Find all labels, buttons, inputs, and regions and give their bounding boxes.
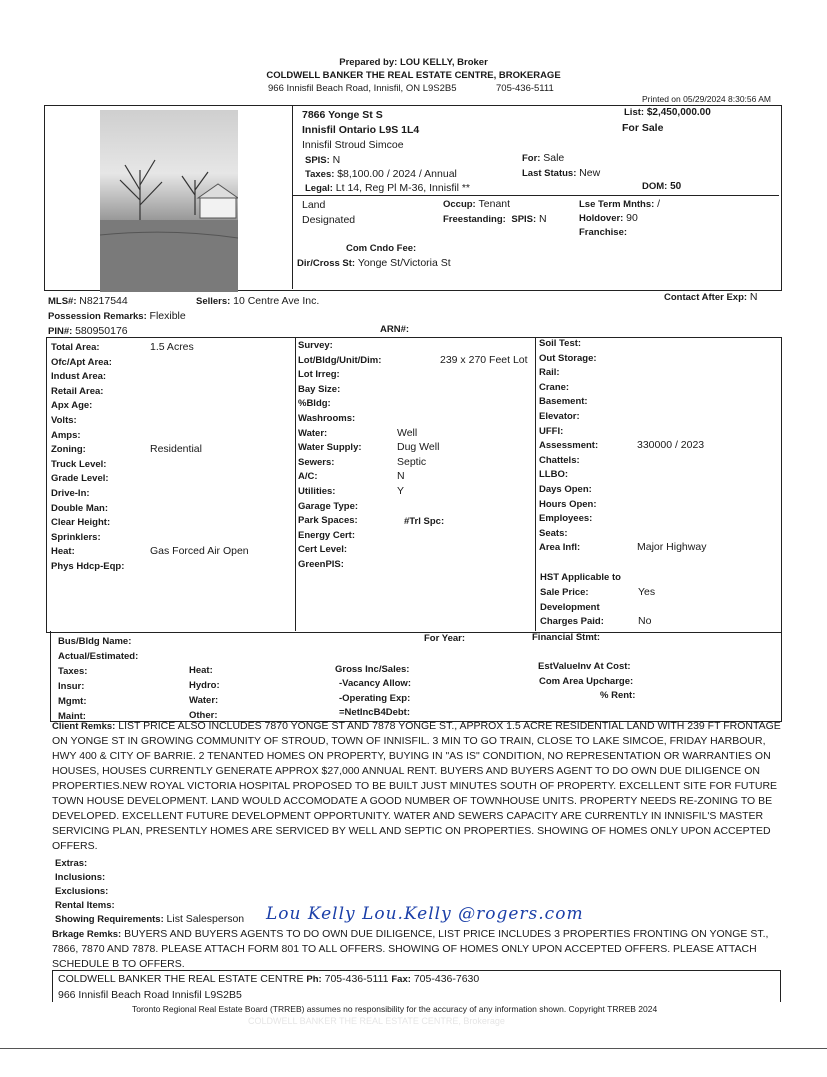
fin-hydro-label: Hydro: [189,680,220,691]
dom-value: 50 [670,181,682,192]
arn-label: ARN#: [380,324,410,335]
col3-label-13: Seats: [539,527,568,539]
col2-label-10: Utilities: [298,486,336,497]
bus-bldg-name-label: Bus/Bldg Name: [58,636,132,647]
sellers-label: Sellers: [196,296,231,307]
footer-ph-label: Ph: [306,974,322,985]
operating-exp-label: -Operating Exp: [339,693,411,704]
fin-insur-label: Insur: [58,681,85,692]
printed-on: Printed on 05/29/2024 8:30:56 AM [642,94,772,104]
brkage-remarks-label: Brkage Remks: [52,929,122,940]
client-remarks-label: Client Remks: [52,721,116,732]
occup-value: Tenant [478,198,511,210]
exclusions-label: Exclusions: [55,886,109,897]
spis-label: SPIS: [305,155,330,166]
possession-value: Flexible [149,310,186,322]
est-value-label: EstValueInv At Cost: [538,661,631,672]
col1-label-9: Grade Level: [51,473,109,485]
property-type: Land [302,199,326,211]
legal-label: Legal: [305,183,333,194]
for-label: For: [522,153,541,164]
col1-label-0: Total Area: [51,342,100,353]
financial-stmt-label: Financial Stmt: [532,632,601,643]
mls-label: MLS#: [48,296,77,307]
col1-label-6: Amps: [51,429,81,441]
rent-label: % Rent: [600,690,636,701]
taxes-label: Taxes: [305,169,335,180]
col1-label-11: Double Man: [51,502,108,514]
col3-label-4: Basement: [539,396,588,408]
legal-value: Lt 14, Reg Pl M-36, Innisfil ** [335,182,470,194]
col2-label-5: Washrooms: [298,413,356,424]
col2-label-14: Cert Level: [298,544,348,556]
footer-fax-label: Fax: [391,974,411,985]
col2-label-6: Water: [298,427,328,439]
col1-label-13: Sprinklers: [51,531,101,543]
vacancy-label: -Vacancy Allow: [339,678,411,689]
list-price-label: List: [624,107,645,118]
footer-disclaimer: Toronto Regional Real Estate Board (TRREB) assumes no responsibility for the accuracy of any information shown. Copyright TRREB 2024 [132,1004,658,1014]
inclusions-label: Inclusions: [55,872,106,883]
holdover-value: 90 [626,212,638,224]
last-status-label: Last Status: [522,168,577,179]
fin-mgmt-label: Mgmt: [58,696,87,707]
taxes-value: $8,100.00 / 2024 / Annual [337,168,457,180]
col3-label-3: Crane: [539,381,570,393]
col1-label-14: Heat: [51,546,75,558]
col1-label-8: Truck Level: [51,458,107,470]
col1-value-0: 1.5 Acres [150,341,194,353]
col1-value-14: Gas Forced Air Open [150,545,249,558]
col2-label-7: Water Supply: [298,442,362,454]
col2-label-15: GreenPIS: [298,559,344,570]
dircross-label: Dir/Cross St: [297,258,356,269]
col3-label-14: Area Infl: [539,542,581,554]
details-grid [46,337,782,633]
for-value: Sale [543,152,565,164]
col3-label-8: Chattels: [539,454,580,466]
pin-value: 580950176 [75,325,128,337]
col2-value-7: Dug Well [397,441,440,454]
property-subtype: Designated [302,214,356,226]
client-remarks-text: LIST PRICE ALSO INCLUDES 7870 YONGE ST AND 7878 YONGE ST., APPROX 1.5 ACRE RESIDENTIAL LAND WITH 239 FT FRONTAGE ON YONGE ST IN GROWING COMMUNITY OF STROUD, TOWN OF INNISFIL. 3 MIN TO GO TRAIN, CLOSE TO LAKE SIMCOE, FRIDAY HARBOUR, HWY 400 & CITY OF BARRIE. 2 TENANTED HOMES ON PROPERTY, BUYING IN "AS IS" CONDITION, NO REPRESENTATION OR WARRANTIES ON HOUSES, HOUSES CURRENTLY GENERATE APPROX $27,000 ANNUAL RENT. BUYERS AND BUYERS AGENT TO DO OWN DUE DILIGENCE ON PROPERTIES.NEW ROYAL VICTORIA HOSPITAL PROPOSED TO BE BUILT JUST MINUTES SOUTH OF PROPERTY. EXCELLENT SITE FOR FUTURE TOWN HOUSE DEVELOPMENT. LAND WOULD ACCOMODATE A GOOD NUMBER OF TOWNHOUSE UNITS. PROPERTY NEEDS RE-ZONING TO BE DEVELOPED. EXCELLENT FUTURE DEVELOPMENT OPPORTUNITY. WATER AND SEWERS CAPACITY ARE CURRENTLY IN INNISFIL'S MASTER SERVICING PLAN, PRESENTLY HOMES ARE SERVICED BY WELL AND SEPTIC ON PROPERTIES. SHOWING OF HOMES ONLY UPON ACCEPTED OFFERS. [52,720,781,852]
franchise-label: Franchise: [579,227,628,238]
col2-label-0: Survey: [298,340,333,351]
hst-sale-price-label: Sale Price: [540,587,589,598]
spis2-label: SPIS: [511,214,537,225]
col3-value-7: 330000 / 2023 [637,439,705,452]
footer-watermark: COLDWELL BANKER THE REAL ESTATE CENTRE, Brokerage [248,1016,505,1026]
lease-term-value: / [657,198,661,210]
footer-address: 966 Innisfil Beach Road Innisfil L9S2B5 [58,989,242,1001]
fin-water-label: Water: [189,695,219,706]
col2-label-8: Sewers: [298,456,335,468]
hst-development-label: Development [540,602,600,613]
fin-taxes-label: Taxes: [58,666,88,677]
hst-charges-paid-label: Charges Paid: [540,616,604,627]
col3-label-12: Employees: [539,513,593,525]
col2-label-13: Energy Cert: [298,529,356,541]
dom-label: DOM: [642,181,668,192]
extras-label: Extras: [55,858,88,869]
net-income-label: =NetIncB4Debt: [339,707,410,718]
col2-value-10: Y [397,485,405,497]
col2-value-9: N [397,470,405,483]
col2-value-1: 239 x 270 Feet Lot [440,353,528,366]
dircross-value: Yonge St/Victoria St [357,257,451,269]
hst-charges-paid-value: No [638,615,652,627]
rental-items-label: Rental Items: [55,900,115,911]
fin-maint-label: Maint: [58,711,86,722]
spis-value: N [332,154,341,166]
hst-sale-price-value: Yes [638,586,656,598]
col2-label-11: Garage Type: [298,500,359,512]
col1-label-10: Drive-In: [51,488,90,499]
contact-after-exp-label: Contact After Exp: [664,292,748,303]
col3-label-2: Rail: [539,367,560,379]
col3-label-5: Elevator: [539,411,580,422]
list-price-value: $2,450,000.00 [646,107,711,118]
brkage-remarks-text: BUYERS AND BUYERS AGENTS TO DO OWN DUE DILIGENCE, LIST PRICE INCLUDES 3 PROPERTIES FRONTING ON YONGE ST., 7866, 7870 AND 7878. PLEASE ATTACH FORM 801 TO ALL OFFERS. SHOWING OF HOMES ONLY UPON ACCEPTED OFFERS. PLEASE ATTACH SCHEDULE B TO OFFERS. [52,928,769,970]
col3-label-9: LLBO: [539,469,569,481]
hst-line1: HST Applicable to [540,572,621,583]
col2-value-6: Well [397,426,418,439]
col3-label-11: Hours Open: [539,498,597,510]
brokerage-name: COLDWELL BANKER THE REAL ESTATE CENTRE, BROKERAGE [266,70,561,81]
col1-label-15: Phys Hdcp-Eqp: [51,561,125,572]
com-cndo-fee-label: Com Cndo Fee: [346,243,417,254]
client-remarks [52,719,792,854]
col3-value-14: Major Highway [637,541,707,554]
property-photo [100,110,238,292]
street-address: 7866 Yonge St S [302,109,383,121]
upcharge-label: Com Area Upcharge: [539,676,634,687]
contact-after-exp-value: N [749,291,758,303]
col2-label-1: Lot/Bldg/Unit/Dim: [298,354,382,366]
col1-label-7: Zoning: [51,444,86,456]
col1-label-4: Apx Age: [51,400,93,412]
col1-value-7: Residential [150,443,202,456]
mls-value: N8217544 [79,295,128,307]
col3-label-0: Soil Test: [539,338,582,349]
possession-label: Possession Remarks: [48,311,147,322]
for-sale-badge: For Sale [622,122,664,134]
prepared-by: Prepared by: LOU KELLY, Broker [339,57,488,68]
actual-estimated-label: Actual/Estimated: [58,651,139,662]
sellers-value: 10 Centre Ave Inc. [233,295,320,307]
col2-label-2: Lot Irreg: [298,369,340,381]
col1-label-3: Retail Area: [51,385,104,397]
brokerage-address: 966 Innisfil Beach Road, Innisfil, ON L9S2B5 [268,83,457,94]
city-address: Innisfil Ontario L9S 1L4 [302,124,420,136]
holdover-label: Holdover: [579,213,624,224]
lease-term-label: Lse Term Mnths: [579,199,655,210]
trl-spc-label: #Trl Spc: [404,516,445,527]
gross-inc-label: Gross Inc/Sales: [335,664,410,675]
area-community: Innisfil Stroud Simcoe [302,139,404,151]
col3-label-7: Assessment: [539,440,599,452]
brokerage-phone: 705-436-5111 [496,83,554,94]
fin-other-label: Other: [189,710,218,721]
financial-box [50,631,782,722]
pin-label: PIN#: [48,326,73,337]
showing-req-label: Showing Requirements: [55,914,164,925]
col3-label-10: Days Open: [539,484,592,495]
col1-label-12: Clear Height: [51,517,111,529]
footer-ph-value: 705-436-5111 [324,973,389,985]
col1-label-2: Indust Area: [51,371,107,383]
col1-label-1: Ofc/Apt Area: [51,356,112,368]
footer-fax-value: 705-436-7630 [413,973,480,985]
showing-req-value: List Salesperson [166,913,245,925]
handwritten-contact: Lou Kelly Lou.Kelly @rogers.com [266,904,584,924]
footer-brokerage: COLDWELL BANKER THE REAL ESTATE CENTRE [58,973,304,985]
col1-label-5: Volts: [51,415,77,426]
col2-label-12: Park Spaces: [298,515,358,527]
fin-heat-label: Heat: [189,665,213,676]
col2-label-3: Bay Size: [298,383,341,395]
freestanding-label: Freestanding: [443,214,506,225]
brokerage-remarks [52,927,782,972]
occup-label: Occup: [443,199,476,210]
for-year-label: For Year: [424,633,466,644]
col3-label-6: UFFI: [539,425,564,437]
col3-label-1: Out Storage: [539,352,597,364]
col2-label-9: A/C: [298,471,318,483]
spis2-value: N [538,213,547,225]
col2-label-4: %Bldg: [298,398,331,410]
col2-value-8: Septic [397,455,427,468]
last-status-value: New [579,167,601,179]
